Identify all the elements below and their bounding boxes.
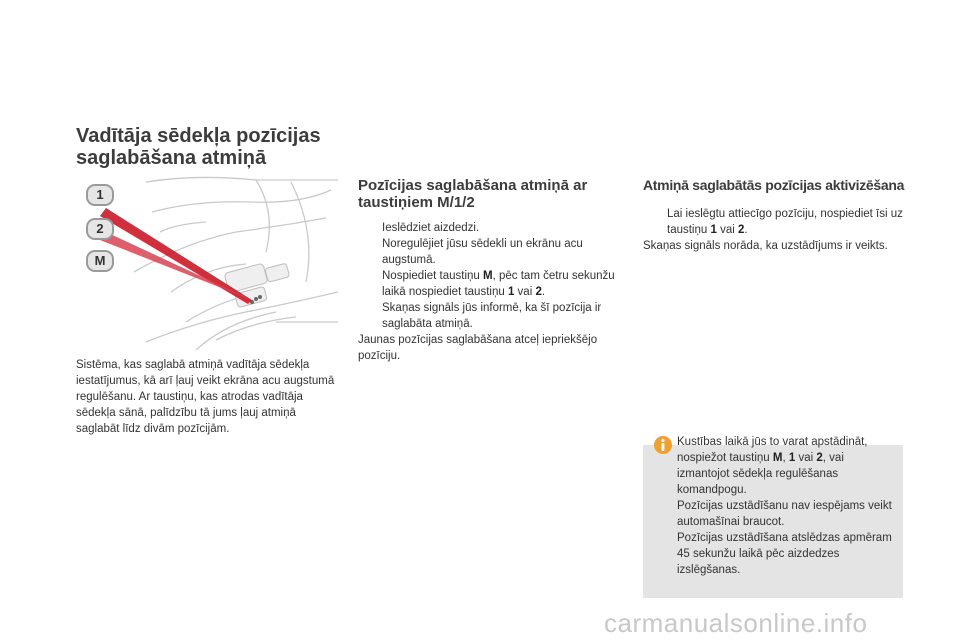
step-text-a: Lai ieslēgtu attiecīgo pozīciju, nospiediet īsi uz taustiņu [667, 208, 903, 236]
step-text-e: . [744, 224, 748, 236]
info-text-a: Kustības laikā jūs to varat apstādināt, nospiežot taustiņu [677, 436, 868, 464]
info-text-e: vai [795, 452, 817, 464]
key-1: 1 [710, 224, 717, 236]
key-2: 2 [535, 286, 542, 298]
closing-paragraph: Skaņas signāls norāda, ka uzstādījums ir veikts. [643, 240, 888, 252]
activate-steps-list [643, 206, 905, 238]
list-item [358, 220, 620, 236]
seat-illustration-svg [76, 172, 338, 350]
key-2: 2 [816, 452, 823, 464]
memory-button-2-label: 2 [96, 221, 104, 236]
list-item [643, 206, 905, 238]
save-steps-list [358, 220, 620, 332]
watermark: carmanualsonline.info [604, 608, 868, 638]
step-text: Noregulējiet jūsu sēdekli un ekrānu acu augstumā. [382, 238, 583, 266]
step-text: Ieslēdziet aizdedzi. [382, 222, 480, 234]
section-heading-save: Pozīcijas saglabāšana atmiņā ar taustiņiem M/1/2 [358, 177, 588, 211]
memory-button-1-label: 1 [96, 187, 104, 202]
step-text-e: vai [514, 286, 536, 298]
info-text [677, 434, 899, 578]
section-heading-activate: Atmiņā saglabātās pozīcijas aktivizēšana [643, 177, 905, 193]
seat-memory-illustration [76, 172, 338, 350]
step-text-g: . [541, 286, 546, 298]
step-text-h: Skaņas signāls jūs informē, ka šī pozīcija ir saglabāta atmiņā. [382, 302, 602, 330]
intro-paragraph: Sistēma, kas saglabā atmiņā vadītāja sēdekļa iestatījumus, kā arī ļauj veikt ekrāna acu augstumā regulēšanu. Ar taustiņu, kas atrodas vadītāja sēdekļa sānā, palīdzību tā jums ļauj atmiņā saglabāt līdz divām pozīcijām. [76, 359, 335, 435]
memory-button-2 [86, 218, 114, 240]
info-text-g: , vai izmantojot sēdekļa regulēšanas komandpogu. [677, 452, 844, 496]
list-item [358, 268, 620, 332]
key-1: 1 [507, 286, 515, 298]
key-m: M [772, 452, 783, 464]
info-line-1 [677, 434, 899, 498]
page-title: Vadītāja sēdekļa pozīcijas saglabāšana atmiņā [76, 125, 321, 169]
step-text-c: , pēc tam četru sekunžu laikā nospiediet taustiņu [382, 270, 615, 298]
info-text-c: , [782, 452, 789, 464]
memory-button-m-label: M [94, 253, 106, 268]
key-1: 1 [788, 452, 796, 464]
memory-button-m [86, 250, 114, 272]
closing-paragraph: Jaunas pozīcijas saglabāšana atceļ iepriekšējo pozīciju. [358, 334, 598, 362]
activate-steps [643, 206, 905, 254]
memory-button-1 [86, 184, 114, 206]
save-steps [358, 220, 620, 364]
key-m: M [483, 270, 493, 282]
step-text-c: vai [716, 224, 738, 236]
step-text-a: Nospiediet taustiņu [382, 270, 484, 282]
list-item [358, 236, 620, 268]
key-2: 2 [737, 224, 745, 236]
info-line-3: Pozīcijas uzstādīšana atslēdzas apmēram 45 sekunžu laikā pēc aizdedzes izslēgšanas. [677, 532, 892, 576]
info-line-2: Pozīcijas uzstādīšanu nav iespējams veikt automašīnai braucot. [677, 500, 892, 528]
info-icon [653, 435, 673, 455]
